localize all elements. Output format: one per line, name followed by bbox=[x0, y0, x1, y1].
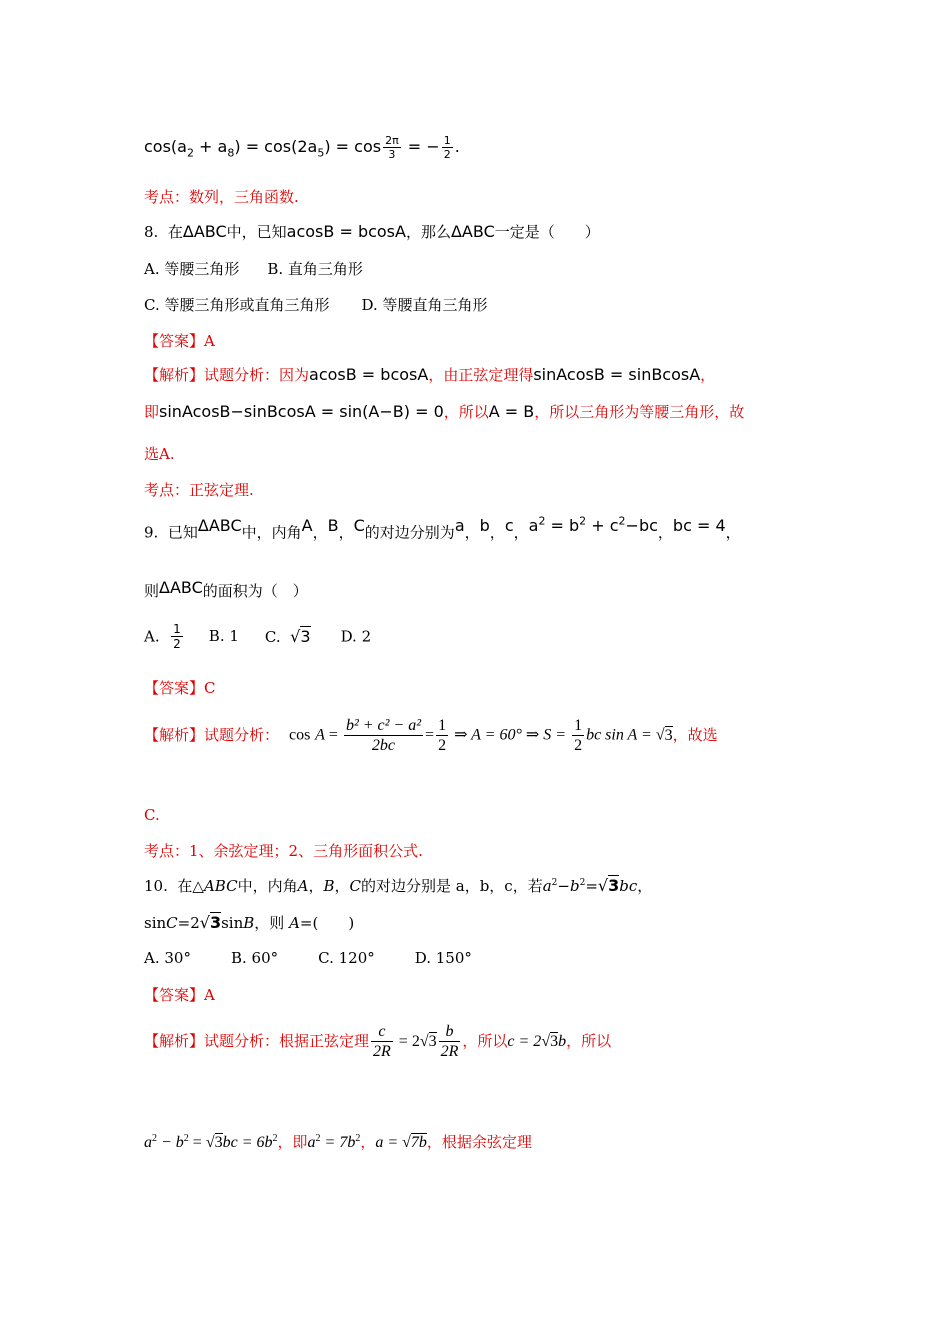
fraction-1-2: $\frac{1}{2}$ bbox=[443, 134, 451, 162]
q10-option-d: D. 150° bbox=[414, 949, 472, 967]
q10-stem-line1: 10. 在△ABC中，内角A，B，C的对边分别是 a，b，c，若$a^2-b^2=√3bc$， bbox=[144, 876, 653, 895]
q8-answer: 【答案】A bbox=[144, 332, 215, 350]
q9-kaodian: 考点：1、余弦定理；2、三角形面积公式. bbox=[144, 842, 423, 860]
q9-option-a: A. $\frac{1}{2}$ bbox=[144, 622, 181, 652]
q9-option-d: D. 2 bbox=[340, 627, 372, 646]
q9-analysis: 【解析】试题分析： cos A = $\frac{\text{b² + c² − a²}}{2bc}$ = $\frac{1}{2}$ ⇒ A = 60° ⇒ S = $\frac{1}{2}$ bc sin A = √3，故选 bbox=[144, 717, 718, 755]
q9-stem-line2: 则ΔABC的面积为（ ） bbox=[144, 578, 308, 600]
q8-option-b: B. 直角三角形 bbox=[267, 260, 363, 278]
q8-analysis-line3: 选A. bbox=[144, 445, 175, 463]
kaodian-prev: 考点：数列，三角函数. bbox=[144, 188, 299, 206]
q8-option-c: C. 等腰三角形或直角三角形 bbox=[144, 296, 330, 314]
q10-option-c: C. 120° bbox=[318, 949, 375, 967]
q10-options bbox=[144, 951, 472, 966]
q10-answer: 【答案】A bbox=[144, 986, 215, 1004]
q10-analysis-line2: $a^2 - b^2 = √3bc = 6b^2$，即$a^2 = 7b^2$，a = √7b，根据余弦定理 bbox=[144, 1133, 532, 1151]
q10-option-a: A. 30° bbox=[144, 949, 191, 967]
q10-option-b: B. 60° bbox=[230, 949, 279, 967]
q9-option-c: C. √3 bbox=[264, 626, 311, 646]
q8-option-d: D. 等腰直角三角形 bbox=[361, 296, 488, 314]
q8-stem: 8. 在ΔABC中，已知acosB = bcosA，那么ΔABC一定是（ ） bbox=[144, 222, 600, 241]
formula-prev: $\cos(a_2 + a_8) = \cos(2a_5) = \cos$ $\frac{2\pi}{3}$ = − $\frac{1}{2}$ . bbox=[144, 134, 460, 162]
q9-stem-line1: 9. 已知ΔABC中，内角A，B，C的对边分别为a，b，c，$a^2 = b^2 + c^2-bc$，bc = 4， bbox=[144, 515, 741, 542]
fraction-2pi-3: $\frac{2\pi}{3}$ bbox=[385, 134, 399, 162]
q8-option-a: A. 等腰三角形 bbox=[144, 260, 240, 278]
q8-analysis-line2: 即sinAcosB−sinBcosA = sin(A−B) = 0，所以A = B，所以三角形为等腰三角形，故 bbox=[144, 402, 745, 421]
q9-cosine-fraction: $\frac{\text{b² + c² − a²}}{2bc}$ bbox=[345, 717, 422, 755]
q8-options-row2 bbox=[144, 298, 488, 313]
q10-stem-line2: sinC=2√3sinB，则 A=( ) bbox=[144, 913, 355, 932]
q9-option-b: B. 1 bbox=[208, 627, 239, 646]
q10-analysis-line1: 【解析】试题分析：根据正弦定理 $\frac{c}{2R}$ = 2√3 $\frac{b}{2R}$ ，所以c = 2√3b，所以 bbox=[144, 1023, 612, 1061]
q9-answer: 【答案】C bbox=[144, 679, 216, 697]
q8-options-row1 bbox=[144, 262, 363, 277]
q8-analysis-line1: 【解析】试题分析：因为acosB = bcosA，由正弦定理得sinAcosB = sinBcosA， bbox=[144, 365, 716, 384]
q9-options bbox=[144, 622, 371, 652]
q8-kaodian: 考点：正弦定理. bbox=[144, 481, 254, 499]
q9-analysis-c: C. bbox=[144, 806, 160, 824]
